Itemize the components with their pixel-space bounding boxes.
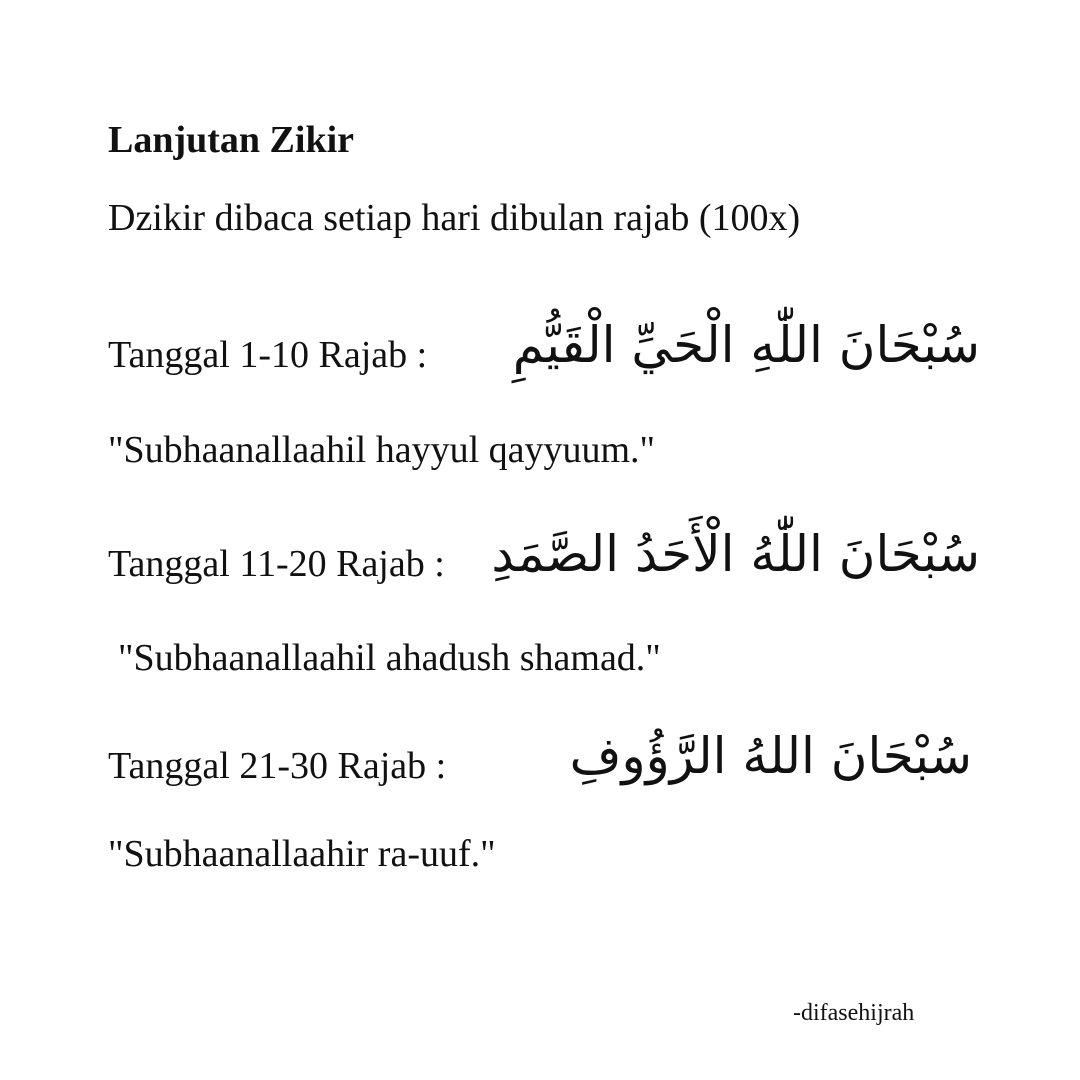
arabic-dhikr-text: سُبْحَانَ اللهُ الرَّؤُوفِ (569, 727, 972, 785)
date-range-label: Tanggal 11-20 Rajab : (108, 543, 445, 585)
arabic-dhikr-text: سُبْحَانَ اللّٰهُ الْأَحَدُ الصَّمَدِ (491, 525, 980, 583)
page-title: Lanjutan Zikir (108, 119, 355, 161)
author-signature: -difasehijrah (793, 1000, 915, 1026)
transliteration-text: "Subhaanallaahir ra-uuf." (108, 833, 496, 875)
page-subtitle: Dzikir dibaca setiap hari dibulan rajab (100x) (108, 197, 801, 239)
arabic-dhikr-text: سُبْحَانَ اللّٰهِ الْحَيِّ الْقَيُّمِ (512, 316, 980, 374)
date-range-label: Tanggal 1-10 Rajab : (108, 334, 428, 376)
date-range-label: Tanggal 21-30 Rajab : (108, 745, 447, 787)
transliteration-text: "Subhaanallaahil hayyul qayyuum." (108, 429, 656, 471)
transliteration-text: "Subhaanallaahil ahadush shamad." (118, 637, 661, 679)
